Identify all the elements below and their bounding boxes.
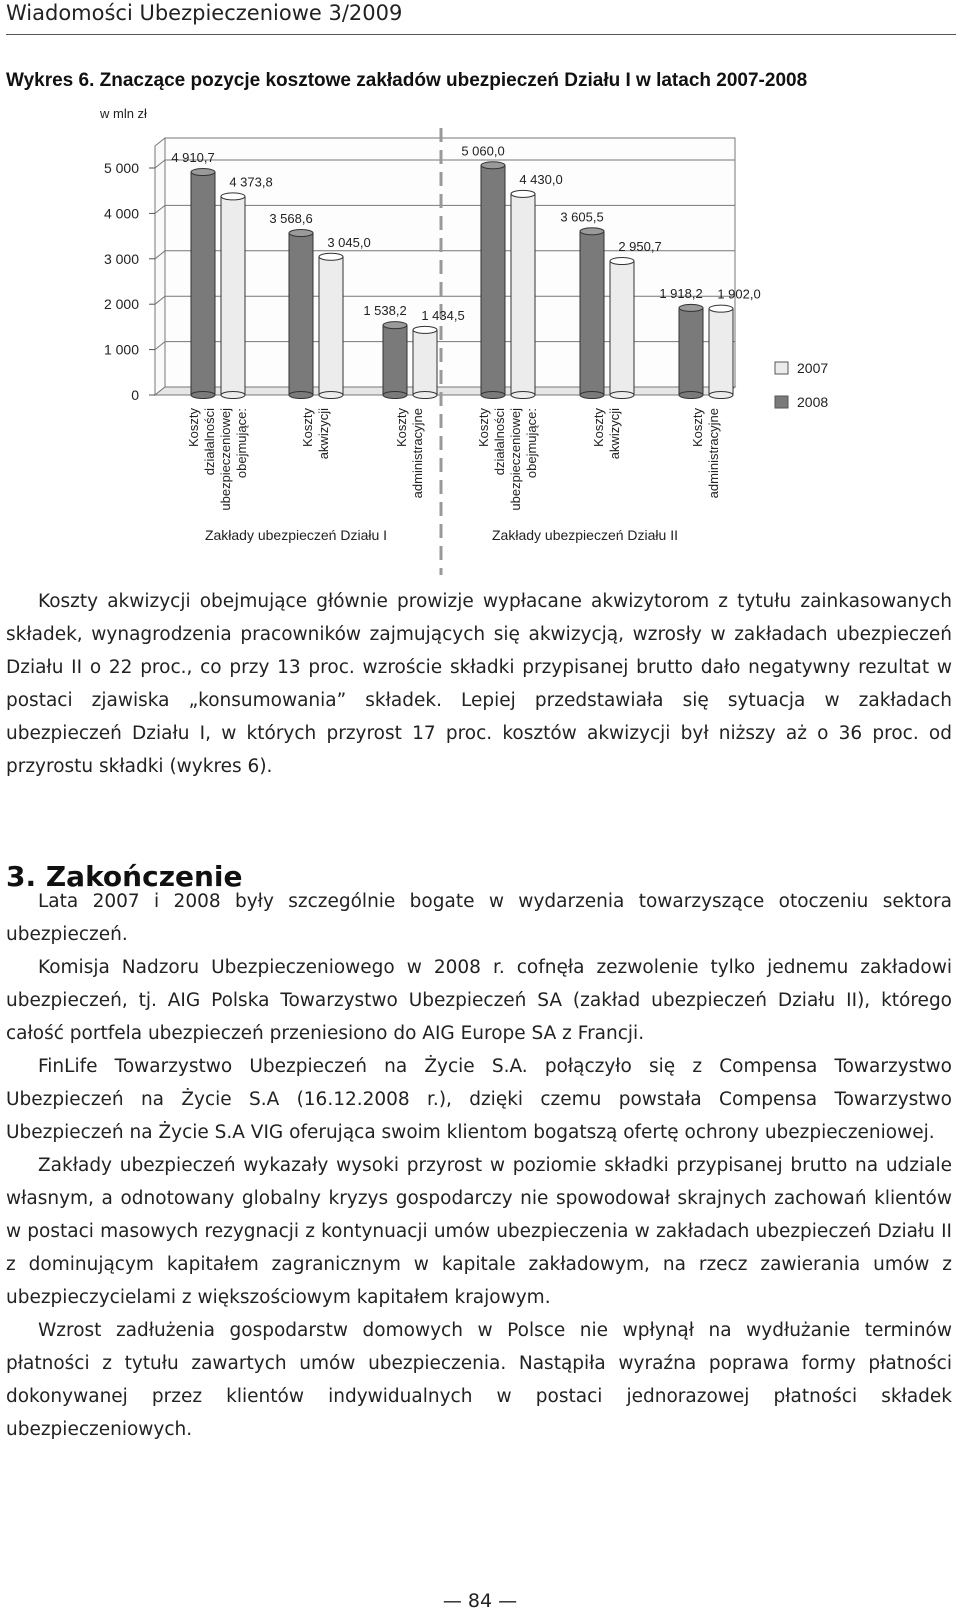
y-tick-label: 3 000 (103, 250, 139, 267)
bar-2007 (413, 330, 437, 395)
data-label: 1 918,2 (659, 285, 703, 301)
data-label: 4 373,8 (229, 174, 273, 190)
bar-2007-top (319, 253, 343, 260)
bar-2008-base (481, 392, 505, 399)
category-label: ubezpieczeniowej (508, 408, 523, 511)
cost-chart (0, 100, 960, 575)
unit-label: w mln zł (100, 106, 147, 121)
data-label: 3 568,6 (269, 210, 313, 226)
bar-2008-top (289, 229, 313, 236)
data-label: 1 434,5 (421, 307, 465, 323)
category-label: Koszty (186, 408, 201, 448)
category-label: obejmujące: (234, 408, 249, 479)
bar-2007-top (221, 193, 245, 200)
category-label: administracyjne (410, 408, 425, 499)
bar-2008-base (191, 392, 215, 399)
legend-label: 2007 (797, 360, 829, 376)
bar-2008 (580, 231, 604, 395)
paragraph: Lata 2007 i 2008 były szczególnie bogate w wydarzenia towarzyszące otoczeniu sektora ubezpieczeń. (6, 891, 952, 945)
section-heading: 3. Zakończenie (6, 860, 243, 893)
bar-2007 (319, 257, 343, 395)
y-tick-label: 1 000 (103, 341, 139, 358)
category-label: Koszty (690, 408, 705, 448)
bar-2008-base (679, 392, 703, 399)
data-label: 2 950,7 (618, 239, 662, 255)
bar-2008 (289, 233, 313, 395)
group-label: Zakłady ubezpieczeń Działu I (204, 527, 388, 543)
chart-side-wall (155, 138, 165, 395)
bar-2008 (191, 172, 215, 395)
bar-2007-top (511, 190, 535, 197)
category-label: administracyjne (706, 408, 721, 499)
category-label: ubezpieczeniowej (218, 408, 233, 511)
bar-2007-base (221, 392, 245, 399)
data-label: 5 060,0 (461, 143, 505, 159)
paragraph-acquisition-costs (6, 585, 952, 783)
category-label: akwizycji (607, 408, 622, 460)
y-tick-label: 2 000 (103, 296, 139, 313)
bar-2007-base (709, 392, 733, 399)
running-header (6, 0, 956, 35)
bar-2008-top (191, 169, 215, 176)
y-tick-label: 0 (131, 387, 139, 403)
bar-2007-base (319, 392, 343, 399)
bar-2008 (383, 325, 407, 395)
category-label: działalności (492, 408, 507, 476)
conclusion-text (6, 885, 952, 1446)
data-label: 1 902,0 (717, 286, 761, 302)
journal-title: Wiadomości Ubezpieczeniowe 3/2009 (6, 1, 403, 25)
paragraph: Wzrost zadłużenia gospodarstw domowych w Polsce nie wpłynął na wydłużanie terminów płatności z tytułu zawartych umów ubezpieczenia. Nastąpiła wyraźna poprawa formy płatności dokonywanej przez klientów indywidualnych w postaci jednorazowej płatności składek ubezpieczeniowych. (6, 1320, 952, 1440)
paragraph: Zakłady ubezpieczeń wykazały wysoki przyrost w poziomie składki przypisanej brutto na udziale własnym, a odnotowany globalny kryzys gospodarczy nie spowodował skrajnych zachowań klientów w postaci masowych rezygnacji z kontynuacji umów ubezpieczenia w zakładach ubezpieczeń Działu II z dominującym kapitałem zagranicznym w kapitale zakładowym, na rzecz zawierania umów z ubezpieczycielami z większościowym kapitałem krajowym. (6, 1155, 952, 1308)
category-label: Koszty (591, 408, 606, 448)
bar-2007 (511, 194, 535, 395)
bar-2008-top (580, 228, 604, 235)
bar-2007-base (413, 392, 437, 399)
y-tick-label: 4 000 (103, 205, 139, 222)
bar-2008-top (481, 162, 505, 169)
category-label: Koszty (476, 408, 491, 448)
bar-2008-base (289, 392, 313, 399)
paragraph: FinLife Towarzystwo Ubezpieczeń na Życie S.A. połączyło się z Compensa Towarzystwo Ubezpieczeń na Życie S.A (16.12.2008 r.), dzięki czemu powstała Compensa Towarzystwo Ubezpieczeń na Życie S.A VIG oferująca swoim klientom bogatszą ofertę ochrony ubezpieczeniowej. (6, 1056, 952, 1143)
page-number: — 84 — (442, 1590, 518, 1612)
bar-2007-top (709, 305, 733, 312)
group-label: Zakłady ubezpieczeń Działu II (492, 527, 678, 543)
category-label: Koszty (300, 408, 315, 448)
category-label: akwizycji (316, 408, 331, 460)
bar-2008-top (383, 322, 407, 329)
category-label: Koszty (394, 408, 409, 448)
bar-2008 (481, 165, 505, 395)
legend-swatch (775, 362, 788, 374)
bar-2008 (679, 308, 703, 395)
legend-label: 2008 (797, 394, 829, 410)
bar-2007 (709, 309, 733, 395)
bar-2007 (610, 261, 634, 395)
bar-2007-top (610, 258, 634, 265)
data-label: 4 430,0 (519, 171, 563, 187)
bar-2008-top (679, 304, 703, 311)
legend-swatch (775, 396, 788, 408)
data-label: 3 605,5 (560, 209, 604, 225)
paragraph: Komisja Nadzoru Ubezpieczeniowego w 2008 r. cofnęła zezwolenie tylko jednemu zakładowi ubezpieczeń, tj. AIG Polska Towarzystwo Ubezpieczeń SA (zakład ubezpieczeń Działu II), którego całość portfela ubezpieczeń przeniesiono do AIG Europe SA z Francji. (6, 957, 952, 1044)
bar-2007-base (610, 392, 634, 399)
bar-2007-base (511, 392, 535, 399)
paragraph-text: Koszty akwizycji obejmujące głównie prowizje wypłacane akwizytorom z tytułu zainkasowanych składek, wynagrodzenia pracowników zajmujących się akwizycją, wzrosły w zakładach ubezpieczeń Działu II o 22 proc., co przy 13 proc. wzroście składki przypisanej brutto dało negatywny rezultat w postaci zjawiska „konsumowania” składek. Lepiej przedstawiała się sytuacja w zakładach ubezpieczeń Działu I, w których przyrost 17 proc. kosztów akwizycji był niższy aż o 36 proc. od przyrostu składki (wykres 6). (6, 591, 952, 777)
data-label: 1 538,2 (363, 303, 407, 319)
figure-title: Wykres 6. Znaczące pozycje kosztowe zakładów ubezpieczeń Działu I w latach 2007-2008 (6, 70, 808, 91)
data-label: 3 045,0 (327, 234, 371, 250)
category-label: działalności (202, 408, 217, 476)
bar-2008-base (383, 392, 407, 399)
bar-2007 (221, 196, 245, 395)
bar-2008-base (580, 392, 604, 399)
y-tick-label: 5 000 (103, 160, 139, 176)
bar-2007-top (413, 326, 437, 333)
category-label: obejmujące: (524, 408, 539, 479)
data-label: 4 910,7 (171, 150, 215, 166)
